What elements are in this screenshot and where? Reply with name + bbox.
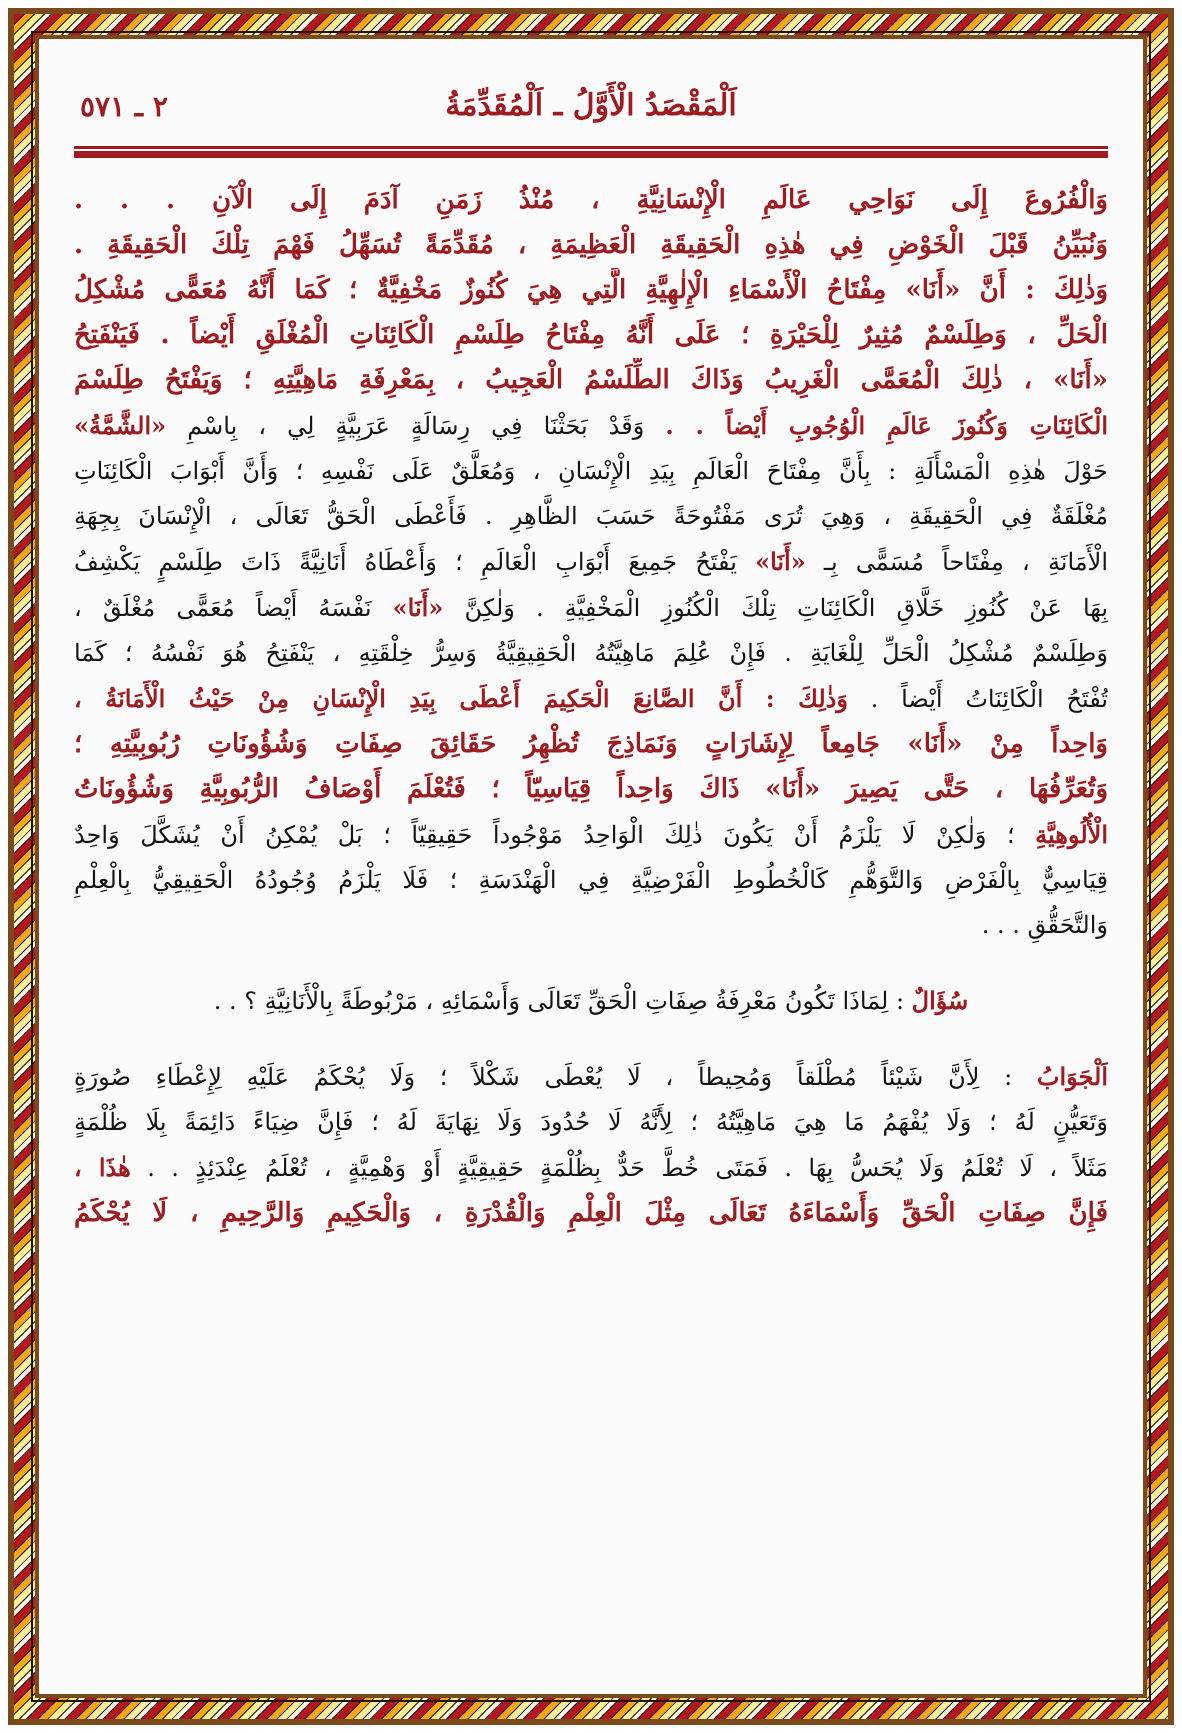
text-line [74,1054,1108,1100]
text-segment: ؛ وَلٰكِنْ لَا يَلْزَمُ أَنْ يَكُونَ ذٰلِكَ الْوَاحِدُ مَوْجُوداً حَقِيقِيّاً ؛ بَلْ يُمْكِنُ أَنْ يُشَكَّلَ وَاحِدٌ [74,821,1036,849]
text-segment: يَفْتَحُ جَمِيعَ أَبْوَابِ الْعَالَمِ ؛ وَأَعْطَاهُ أَنَانِيَّةً ذَاتَ طِلَسْمٍ يَكْشِفُ [74,548,756,576]
text-segment: الْأُلُوهِيَّةِ [1035,820,1108,849]
text-line [74,767,1108,812]
text-line [74,178,1108,223]
text-line [74,676,1108,722]
text-segment: بِهَا عَنْ كُنُوزِ خَلَّاقِ الْكَائِنَاتِ تِلْكَ الْكُنُوزِ الْمَخْفِيَّةِ . وَلٰكِنَّ [443,594,1108,622]
text-line [74,449,1108,494]
text-segment: قِيَاسِيٌّ بِالْفَرْضِ وَالتَّوَهُّمِ كَالْخُطُوطِ الْفَرْضِيَّةِ فِي الْهَنْدَسَةِ ؛ فَلَا يَلْزَمُ وُجُودُهُ الْحَقِيقِيُّ بِالْعِلْمِ [74,866,1108,894]
page-header [74,80,1108,138]
answer-paragraph [74,1054,1108,1236]
text-segment: سُؤَالٌ [911,986,969,1015]
running-title: اَلْمَقْصَدُ الْأَوَّلُ ـ اَلْمُقَدِّمَةُ [445,88,737,123]
text-segment: وَذٰلِكَ : أَنَّ «أَنَا» مِفْتَاحُ الْأَسْمَاءِ الْإِلٰهِيَّةِ الَّتِي هِيَ كُنُوزٌ مَخْفِيَّةٌ ؛ كَمَا أَنَّهُ مُعَمًّى مُشْكِلُ [74,275,1108,305]
text-line [74,403,1108,449]
text-segment: وَقَدْ بَحَثْنَا فِي رِسَالَةٍ عَرَبِيَّةٍ لِي ، بِاسْمِ [166,412,666,440]
text-line [74,858,1108,903]
text-line [74,631,1108,676]
paragraph [74,223,1108,948]
text-segment: مُغْلَقَةٌ فِي الْحَقِيقَةِ ، وَهِيَ تُرَى مَفْتُوحَةً حَسَبَ الظَّاهِرِ . فَأَعْطَى الْحَقُّ تَعَالَى ، الْإِنْسَانَ بِجِهَةِ [74,502,1108,530]
text-segment: تُفْتَحُ الْكَائِنَاتُ أَيْضاً . [847,685,1108,713]
text-segment: اَلْجَوَابُ [1036,1062,1108,1091]
text-segment: فَإِنَّ صِفَاتِ الْحَقِّ وَأَسْمَاءَهُ تَعَالَى مِثْلَ الْعِلْمِ وَالْقُدْرَةِ ، وَالْحَكِيمِ وَالرَّحِيمِ ، لَا يُحْكَمُ [74,1198,1108,1228]
text-line [74,268,1108,313]
header-rule-thin [74,146,1108,149]
paragraph-gap [74,1024,1108,1054]
text-line [74,812,1108,858]
text-segment: هٰذَا ، [74,1153,131,1182]
question-paragraph [74,978,1108,1024]
text-segment: نَفْسَهُ أَيْضاً مُعَمًّى مُغْلَقٌ ، [74,594,393,622]
text-segment: : لِمَاذَا تَكُونُ مَعْرِفَةُ صِفَاتِ الْحَقِّ تَعَالَى وَأَسْمَائِهِ ، مَرْبُوطَةً بِالْأَنَانِيَّةِ ؟ . . [213,987,912,1015]
text-segment: حَوْلَ هٰذِهِ الْمَسْأَلَةِ : بِأَنَّ مِفْتَاحَ الْعَالَمِ بِيَدِ الْإِنْسَانِ ، وَمُعَلَّقٌ عَلَى نَفْسِهِ ؛ وَأَنَّ أَبْوَابَ الْكَائِنَاتِ [74,457,1108,485]
text-segment: وَتُعَرِّفُهَا ، حَتَّى يَصِيرَ «أَنَا» ذَاكَ وَاحِداً قِيَاسِيّاً ؛ فَتُعْلَمَ أَوْصَافُ الرُّبُوبِيَّةِ وَشُؤُونَاتُ [74,774,1108,804]
text-segment: : لِأَنَّ شَيْئاً مُطْلَقاً وَمُحِيطاً ، لَا يُعْطَى شَكْلاً ؛ وَلَا يُحْكَمُ عَلَيْهِ لِإِعْطَاءِ صُورَةٍ [74,1063,1037,1091]
text-segment: وَتَعَيُّنٍ لَهُ ؛ وَلَا يُفْهَمُ مَا هِيَ مَاهِيَّتُهُ ؛ لِأَنَّهُ لَا حُدُودَ وَلَا نِهَايَةَ لَهُ ؛ فَإِنَّ ضِيَاءً دَائِمَةً بِلَا ظُلْمَةٍ [74,1108,1108,1136]
text-segment: وَذٰلِكَ : أَنَّ الصَّانِعَ الْحَكِيمَ أَعْطَى بِيَدِ الْإِنْسَانِ مِنْ حَيْثُ الْأَمَانَةُ ، [74,684,848,713]
text-line [74,1100,1108,1145]
text-segment: وَالتَّحَقُّقِ . . . [981,911,1108,939]
text-segment: «الشَّمَّةُ» [74,411,167,440]
text-line [74,1145,1108,1191]
header-rule-thick [74,151,1108,158]
text-segment: الْحَلِّ ، وَطِلَسْمٌ مُثِيرٌ لِلْحَيْرَةِ ؛ عَلَى أَنَّهُ مِفْتَاحُ طِلَسْمِ الْكَائِنَاتِ الْمُغْلَقِ أَيْضاً . فَيَنْفَتِحُ [74,320,1108,350]
text-segment: الْأَمَانَةِ ، مِفْتَاحاً مُسَمًّى بِـ [805,548,1108,576]
text-line [74,223,1108,268]
text-segment: «أَنَا» [392,593,444,622]
paragraph-gap [74,948,1108,978]
text-segment: وَطِلَسْمٌ مُشْكِلُ الْحَلِّ لِلْغَايَةِ . فَإِنْ عُلِمَ مَاهِيَّتُهُ الْحَقِيقِيَّةُ وَسِرُّ خِلْقَتِهِ ، يَنْفَتِحُ هُوَ نَفْسُهُ ؛ كَمَا [74,639,1108,667]
text-segment: وَاحِداً مِنْ «أَنَا» جَامِعاً لِإِشَارَاتٍ وَنَمَاذِجَ تُظْهِرُ حَقَائِقَ صِفَاتِ وَشُؤُونَاتِ رُبُوبِيَّتِهِ ؛ [74,729,1108,759]
text-segment: «أَنَا» [755,547,806,576]
text-segment: وَالْفُرُوعَ إِلَى نَوَاحِي عَالَمِ الْإِنْسَانِيَّةِ ، مُنْذُ زَمَنِ آدَمَ إِلَى الْآنِ . . . [74,185,1108,215]
text-line [74,978,1108,1024]
text-segment: وَنُبَيِّنُ قَبْلَ الْخَوْضِ فِي هٰذِهِ الْحَقِيقَةِ الْعَظِيمَةِ ، مُقَدِّمَةً تُسَهِّلُ فَهْمَ تِلْكَ الْحَقِيقَةِ . [74,230,1108,260]
text-segment: «أَنَا» ، ذٰلِكَ الْمُعَمَّى الْغَرِيبُ وَذَاكَ الطِّلَسْمُ الْعَجِيبُ ، بِمَعْرِفَةِ مَاهِيَّتِهِ ؛ وَيَفْتَحُ طِلَسْمَ [74,365,1108,395]
text-line [74,539,1108,585]
text-line [74,313,1108,358]
text-segment: الْكَائِنَاتِ وَكُنُوزَ عَالَمِ الْوُجُوبِ أَيْضاً . . [665,411,1108,440]
book-page [74,80,1108,1236]
text-line [74,722,1108,767]
text-line [74,585,1108,631]
text-line [74,358,1108,403]
page-number: ٢ ـ ٥٧١ [80,90,168,123]
page-body [74,178,1108,1236]
text-segment: مَثَلاً ، لَا تُعْلَمُ وَلَا يُحَسُّ بِهَا . فَمَتَى خُطَّ حَدٌّ بِظُلْمَةٍ حَقِيقِيَّةٍ أَوْ وَهْمِيَّةٍ ، تُعْلَمُ عِنْدَئِذٍ . . [130,1154,1108,1182]
paragraph [74,178,1108,223]
text-line [74,1191,1108,1236]
text-line [74,903,1108,948]
text-line [74,494,1108,539]
